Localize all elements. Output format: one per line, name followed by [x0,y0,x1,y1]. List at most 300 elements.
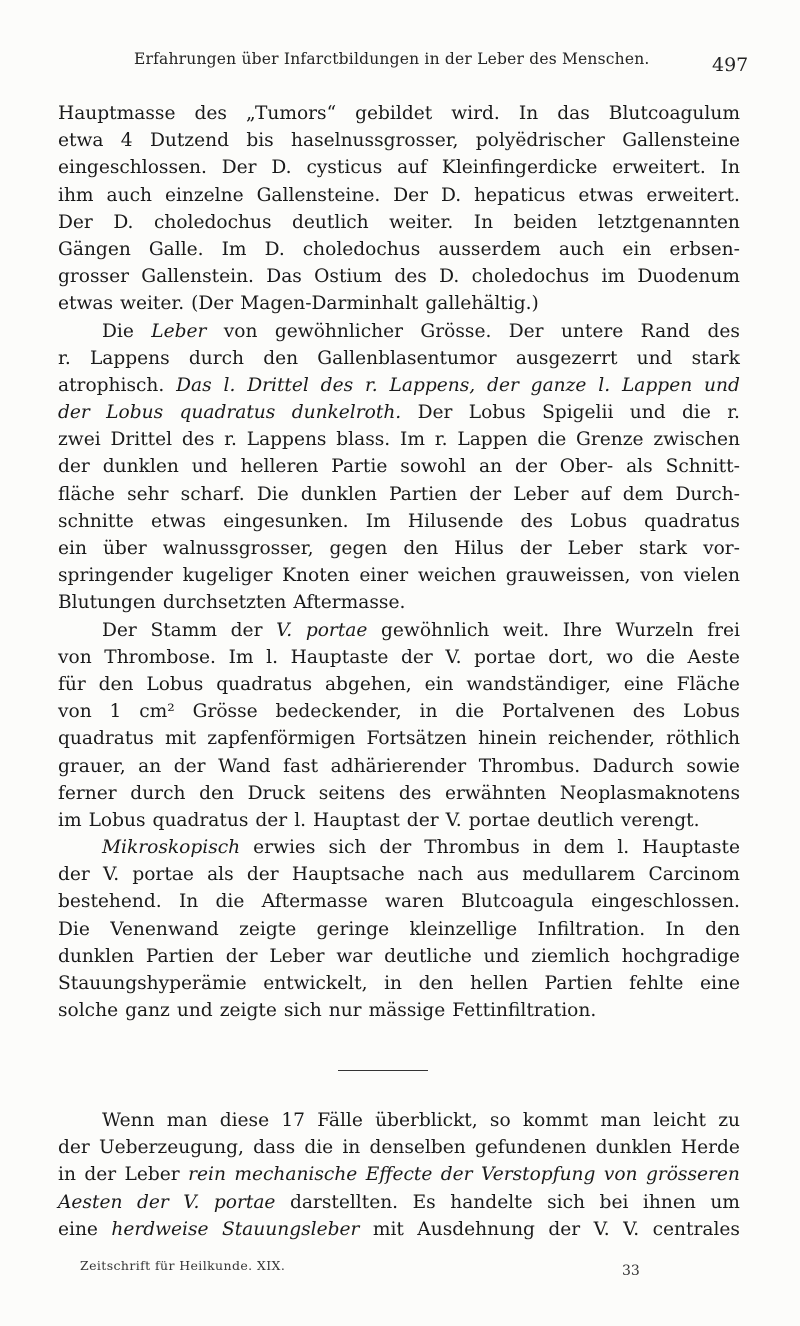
text-word: bei [599,1191,629,1213]
text-word: Hilus [454,538,504,559]
text-word: dunkelroth. [291,402,402,424]
text-word: Lappen [621,374,693,396]
text-word: dass [253,1137,296,1159]
text-word: Wurzeln [615,619,694,641]
text-word: reichender, [548,728,655,750]
text-word: grauer, [58,755,126,777]
text-line [58,290,740,317]
text-line [58,508,740,535]
text-word: wo [606,646,634,668]
text-word: Magen-Darminhalt [240,293,419,315]
text-word: V. [276,619,293,641]
text-word: des [194,103,227,124]
text-word: in [384,973,403,994]
text-word: In [665,918,685,940]
text-word: der [58,1137,90,1159]
text-word: dem [622,483,664,505]
text-word: des [394,266,427,288]
text-word: der [255,809,288,831]
text-word: quadratus [58,728,154,750]
text-word: leicht [653,1110,706,1131]
text-word: und [704,374,740,396]
text-word: dort, [548,646,594,668]
text-word: Gallensteine. [256,184,381,206]
text-word: Ober- [559,456,614,478]
text-line [58,644,740,671]
text-word: der [515,456,547,478]
text-line [58,997,740,1024]
text-word: V. [183,1191,200,1213]
text-word: l. [223,374,236,396]
text-word: Lobus [570,510,627,532]
text-word: geringe [316,918,390,940]
text-line [58,725,740,752]
text-word: waren [385,891,444,913]
text-word: eine [58,1218,98,1240]
text-word: schnitte [58,510,134,532]
text-word: des [632,701,666,723]
text-line [58,399,740,426]
text-line [58,1216,740,1243]
text-word: der [58,402,90,424]
text-word: 1 [109,701,122,723]
text-line [58,535,740,562]
text-word: für [58,673,86,695]
text-word: aus [476,864,510,886]
text-word: In [518,103,539,124]
text-word: zapfenförmigen [207,728,356,750]
text-word: grauweissen, [505,565,631,587]
text-word: Es [412,1191,436,1213]
text-line [58,127,740,154]
text-word: der [58,864,90,886]
text-word: zu [718,1110,740,1131]
text-word: Stauungsleber [221,1218,360,1240]
text-word: dem [563,837,605,859]
text-word: hepaticus [474,184,566,206]
text-word: der [225,945,258,967]
text-word: Thrombose. [104,646,216,668]
text-word: sowie [686,755,740,777]
text-word: bedeckender, [275,701,402,723]
text-word: choledochus [302,238,421,260]
text-word: Partien [389,483,458,505]
text-word: Lappens [89,347,170,369]
text-word: Portalvenen [502,701,615,723]
text-word: r. [727,402,740,424]
text-word: fehlte [629,973,684,994]
text-word: denselben [369,1137,466,1159]
text-word: der [173,755,206,777]
text-word: weichen [417,565,497,587]
text-word: Der [393,184,429,206]
text-word: gefundenen [474,1137,587,1159]
text-word: solche [58,1000,119,1022]
text-word: weit. [502,619,550,641]
text-line [58,209,740,236]
text-word: r. [58,347,71,369]
text-word: Leber [567,538,623,559]
text-word: des [181,429,215,451]
text-word: den [418,973,454,994]
text-word: durch [188,347,245,369]
text-word: hochgradige [621,945,740,967]
text-word: von [58,701,92,723]
text-word: um [710,1191,740,1213]
text-word: hellen [470,973,528,994]
text-line [58,834,740,861]
text-word: den [98,673,134,695]
text-word: einzelne [164,184,244,206]
text-line [58,589,740,616]
text-word: choledochus [471,266,590,288]
text-word: eingeschlossen. [58,157,207,179]
text-word: Aftermasse. [293,592,406,614]
text-word: (Der [191,293,234,315]
text-word: Der [417,402,453,424]
text-line [58,970,740,997]
text-word: ziemlich [531,945,610,967]
text-word: Spigelii [542,402,614,424]
text-word: einer [359,565,409,587]
text-word: von [223,320,258,342]
text-word: in [342,1137,361,1159]
text-word: Wenn [102,1110,155,1131]
text-word: zeigte [239,918,297,940]
text-word: der [469,483,502,505]
text-word: Fortsätzen [366,728,467,750]
journal-footer: Zeitschrift für Heilkunde. XIX. [80,1258,286,1273]
text-word: gewöhnlich [381,619,490,641]
text-word: die [304,1137,334,1159]
text-word: Der [58,211,93,233]
text-word: verengt. [620,809,700,831]
text-word: l. [294,809,307,831]
text-word: und [636,347,673,369]
text-word: bestehend. [58,891,162,913]
text-word: deutliche [384,945,472,967]
text-word: dunklen [58,945,135,967]
text-word: der [548,1218,581,1240]
text-word: von [58,646,92,668]
text-word: helleren [240,456,319,478]
text-word: Leber [124,1164,180,1186]
text-word: gebildet [355,103,433,124]
text-word: der [136,1191,169,1213]
text-word: rein [188,1164,226,1186]
text-line [58,100,740,127]
text-word: den [403,538,439,559]
text-word: handelte [450,1191,533,1213]
text-word: über [102,538,147,559]
text-word: seitens [318,782,386,804]
text-word: mässige [368,1000,446,1022]
text-word: zwei [58,429,101,451]
text-word: Mikroskopisch [102,837,241,859]
text-word: medullarem [522,864,636,886]
running-head: Erfahrungen über Infarctbildungen in der Leber des Menschen. [134,50,650,68]
text-word: der [379,837,412,859]
text-word: ausserdem [438,238,541,260]
text-word: auch [558,238,605,260]
text-word: nach [417,864,464,886]
text-word: r. [224,429,237,451]
text-word: ferner [58,782,117,804]
text-word: walnussgrosser, [162,538,314,559]
text-word: Dutzend [149,130,229,152]
text-word: 17 [281,1110,305,1131]
text-word: Blutungen [58,592,156,614]
text-word: des [707,320,740,342]
text-word: quadratus [644,510,740,532]
text-line [58,671,740,698]
text-word: im [601,266,626,288]
text-word: weiter. [389,211,454,233]
text-word: cysticus [306,157,383,179]
text-word: quadratus [216,673,313,695]
text-line [58,861,740,888]
text-word: Partien [145,945,214,967]
text-word: die [215,891,245,913]
text-word: erwies [253,837,316,859]
text-word: untere [560,320,624,342]
text-word: diese [219,1110,270,1131]
text-word: V. [103,864,120,886]
text-word: Grösse. [420,320,492,342]
text-word: mechanische [234,1164,358,1186]
text-word: vor- [703,538,740,559]
text-word: Hauptast [313,809,400,831]
text-word: D. [441,184,462,206]
text-word: Carcinom [648,864,740,886]
text-word: durchsetzten [162,592,287,614]
text-word: so [489,1110,511,1131]
text-word: des [320,374,354,396]
text-word: Verstopfung [480,1164,596,1186]
text-word: von [603,1164,638,1186]
text-word: etwas [58,293,114,315]
text-word: Gallensteine [622,130,740,152]
text-word: Lobus [683,701,740,723]
text-word: auch [106,184,152,206]
text-word: frei [707,619,740,641]
text-word: atrophisch. [58,374,165,396]
text-word: sich [283,1000,322,1022]
text-word: Blutcoagula [461,891,574,913]
text-word: Ostium [314,266,382,288]
text-word: die [681,402,711,424]
text-word: man [166,1110,208,1131]
text-word: Lappens, [389,374,476,396]
text-word: gewöhnlicher [274,320,404,342]
case-report-text [58,100,740,1024]
text-word: fläche [58,483,115,505]
text-word: Hilusende [407,510,504,532]
text-word: wandständiger, [466,673,611,695]
text-word: Das [176,374,212,396]
text-word: die [537,429,567,451]
text-word: den [705,918,740,940]
text-word: grösseren [645,1164,740,1186]
text-word: Gallenstein. [141,266,254,288]
text-word: Ihre [562,619,603,641]
text-line [58,236,740,263]
text-word: weiter. [120,293,185,315]
text-word: l. [617,837,630,859]
text-word: etwa [58,130,104,152]
text-word: letztgenannten [597,211,740,233]
text-word: sowohl [400,456,467,478]
text-word: der [84,1164,117,1186]
text-word: sich [547,1191,586,1213]
text-word: dunklen [102,456,179,478]
text-line [58,1134,740,1161]
page-number: 497 [712,54,749,76]
text-word: Blutcoagulum [608,103,740,124]
text-word: durch [130,782,186,804]
text-word: der [401,646,433,668]
text-word: V. [445,809,462,831]
text-word: Hauptmasse [58,103,176,124]
text-word: Hauptaste [290,646,389,668]
text-line [58,698,740,725]
text-word: die [645,646,675,668]
text-word: l. [266,646,279,668]
text-word: deutlich [292,211,369,233]
text-word: der [440,1164,473,1186]
text-word: Stamm [150,619,218,641]
text-word: Hauptaste [642,837,740,859]
text-word: blass. [336,429,391,451]
text-word: portae [213,1191,276,1213]
text-word: Lappen [457,429,528,451]
text-word: Im [228,646,254,668]
text-word: Venenwand [110,918,219,940]
text-word: den [263,347,299,369]
text-line [58,753,740,780]
text-word: im [58,809,82,831]
text-word: Durch- [675,483,740,505]
text-word: Knoten [282,565,350,587]
text-word: etwas [150,510,206,532]
text-word: der [246,864,279,886]
text-line [58,318,740,345]
text-word: eingeschlossen. [591,891,740,913]
text-line [58,372,740,399]
text-word: D. [264,238,285,260]
text-word: Herde [680,1137,740,1159]
text-word: scharf. [180,483,245,505]
text-line [58,263,740,290]
text-word: centrales [652,1218,740,1240]
text-line [58,426,740,453]
text-word: als [207,864,234,886]
text-word: Lobus [146,673,204,695]
text-word: Gallenblasentumor [317,347,497,369]
text-word: Der [508,320,544,342]
text-word: l. [598,374,611,396]
text-word: portae [468,809,531,831]
text-word: kugeliger [182,565,273,587]
text-word: kleinzellige [409,918,518,940]
text-word: des [520,510,553,532]
text-line [58,562,740,589]
text-line [58,345,740,372]
text-word: ein [58,538,87,559]
text-word: Drittel [247,374,309,396]
text-word: eine [700,973,740,994]
text-word: ganze [530,374,587,396]
text-line [58,453,740,480]
text-word: In [178,891,199,913]
text-word: V. [445,646,462,668]
text-word: Das [266,266,302,288]
text-word: In [720,157,740,179]
text-word: an [138,755,162,777]
text-word: zeigte [219,1000,277,1022]
text-word: Neoplasmaknotens [559,782,740,804]
text-line [58,916,740,943]
text-word: ausgezerrt [515,347,618,369]
text-word: r. [364,374,378,396]
text-line [58,481,740,508]
text-word: bis [246,130,274,152]
text-word: erwähnten [444,782,547,804]
text-word: D. [113,211,134,233]
section-divider [338,1070,428,1071]
text-word: portae [305,619,368,641]
text-word: cm² [139,701,175,723]
text-word: der [230,619,263,641]
text-word: auf [397,157,428,179]
text-word: Effecte [365,1164,433,1186]
text-word: war [336,945,373,967]
text-line [58,1107,740,1134]
text-word: man [600,1110,642,1131]
text-word: V. [593,1218,610,1240]
text-word: Fettinfiltration. [452,1000,597,1022]
text-word: polyëdrischer [475,130,605,152]
text-word: „Tumors“ [245,103,337,124]
text-word: erweitert. [646,184,740,206]
text-word: Hauptsache [291,864,405,886]
text-word: in [58,1164,76,1186]
text-word: erweitert. [612,157,706,179]
text-word: der [406,809,439,831]
text-line [58,182,740,209]
text-word: Druck [247,782,306,804]
text-word: springender [58,565,173,587]
text-word: Partie [331,456,388,478]
text-word: grosser [58,266,129,288]
text-word: mit [165,728,197,750]
text-word: 4 [120,130,133,152]
text-word: auf [580,483,611,505]
text-word: Dadurch [592,755,674,777]
text-word: Lappens [246,429,327,451]
text-word: Der [102,619,137,641]
text-word: Ausdehnung [417,1218,535,1240]
text-word: Lobus [468,402,526,424]
text-word: fast [283,755,319,777]
text-word: Aeste [687,646,740,668]
text-word: in [419,701,438,723]
text-word: Im [400,429,425,451]
text-word: Stauungshyperämie [58,973,247,994]
text-word: Drittel [110,429,173,451]
text-line [58,1161,740,1188]
text-word: Ueberzeugung, [98,1137,244,1159]
